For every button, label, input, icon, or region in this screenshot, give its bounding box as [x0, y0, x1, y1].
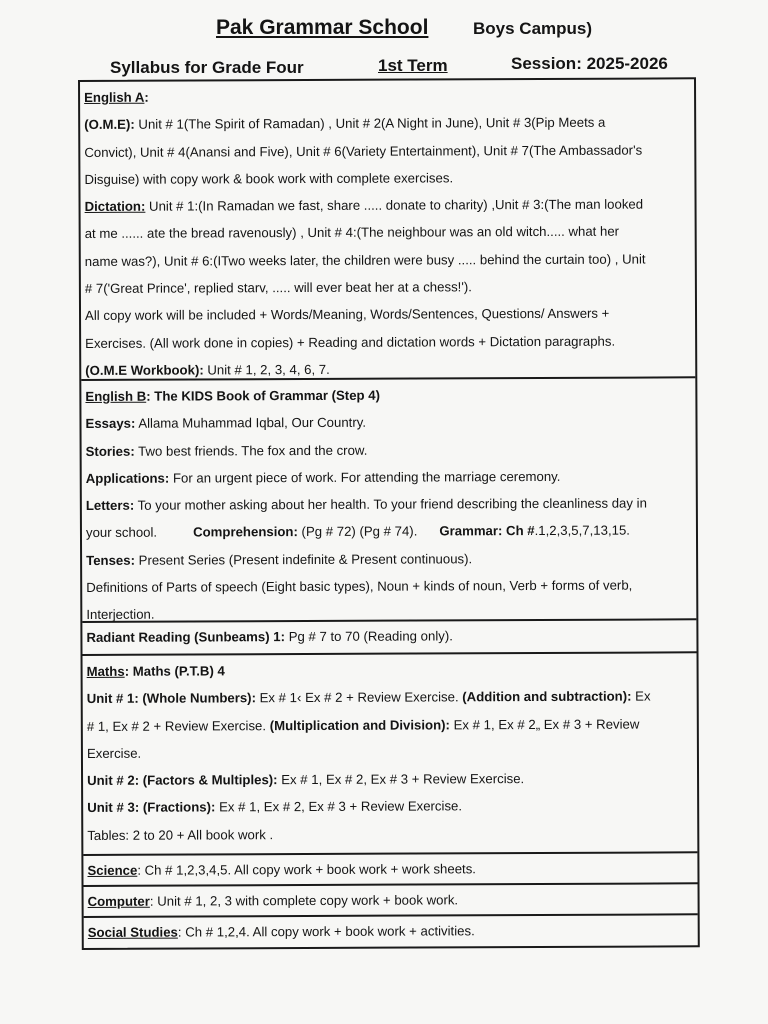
maths-unit1-line-3: Exercise. — [86, 745, 142, 761]
applications-line: Applications: For an urgent piece of work. For attending the marriage ceremony. — [85, 468, 561, 486]
maths-heading: Maths — [86, 663, 125, 679]
section-science: Science: Ch # 1,2,3,4,5. All copy work + book work + work sheets. — [83, 853, 697, 887]
ome-line-1: (O.M.E): Unit # 1(The Spirit of Ramadan) , Unit # 2(A Night in June), Unit # 3(Pip Meets a — [84, 114, 606, 133]
grade-label: Syllabus for Grade Four — [110, 58, 304, 77]
grammar-book-title: The KIDS Book of Grammar (Step 4) — [150, 387, 380, 404]
copy-work-line-1: All copy work will be included + Words/Meaning, Words/Sentences, Questions/ Answers + — [84, 306, 610, 324]
english-b-heading: English B — [85, 388, 147, 404]
dictation-line-1: Dictation: Unit # 1:(In Ramadan we fast, share ..... donate to charity) ,Unit # 3:(The man looked — [84, 196, 644, 215]
english-a-heading-line: English A: — [84, 89, 149, 105]
ome-label: (O.M.E): — [84, 117, 135, 133]
science-heading: Science — [87, 862, 138, 878]
english-a-heading: English A — [84, 89, 145, 105]
section-radiant-reading: Radiant Reading (Sunbeams) 1: Pg # 7 to 70 (Reading only). — [82, 620, 696, 656]
english-b-heading-line: English B: The KIDS Book of Grammar (Step 4) — [85, 387, 380, 404]
social-studies-heading: Social Studies — [87, 924, 178, 940]
copy-work-line-2: Exercises. (All work done in copies) + Reading and dictation words + Dictation paragraphs. — [85, 333, 616, 351]
term-label: 1st Term — [378, 56, 448, 75]
section-english-b — [81, 378, 696, 623]
dictation-line-2: at me ...... ate the bread ravenously) , Unit # 4:(The neighbour was an old witch..... what her — [84, 224, 620, 242]
radiant-label: Radiant Reading (Sunbeams) 1: — [86, 629, 286, 645]
maths-tables-line: Tables: 2 to 20 + All book work . — [87, 826, 274, 843]
syllabus-table — [78, 77, 700, 950]
maths-unit1-line-2: # 1, Ex # 2 + Review Exercise. (Multiplication and Division): Ex # 1, Ex # 2„ Ex # 3 + Review — [86, 716, 640, 734]
dictation-line-3: name was?), Unit # 6:(ITwo weeks later, the children were busy ..... behind the curtain too) , Unit — [84, 251, 646, 269]
tenses-line: Tenses: Present Series (Present indefinite & Present continuous). — [86, 551, 473, 568]
definitions-line-1: Definitions of Parts of speech (Eight basic types), Noun + kinds of noun, Verb + forms of verb, — [86, 577, 633, 596]
workbook-line: (O.M.E Workbook): Unit # 1, 2, 3, 4, 6, 7. — [85, 361, 330, 378]
ome-line-3: Disguise) with copy work & book work with complete exercises. — [84, 170, 454, 187]
section-social-studies: Social Studies: Ch # 1,2,4. All copy work + book work + activities. — [87, 923, 475, 940]
letters-line-2: your school. Comprehension: (Pg # 72) (Pg # 74). Grammar: Ch #.1,2,3,5,7,13,15. — [85, 523, 630, 541]
maths-heading-line: Maths: Maths (P.T.B) 4 — [86, 663, 225, 679]
ome-line-2: Convict), Unit # 4(Anansi and Five), Unit # 6(Variety Entertainment), Unit # 7(The Ambassador's — [84, 142, 643, 160]
letters-line-1: Letters: To your mother asking about her health. To your friend describing the cleanliness day in — [85, 495, 647, 514]
computer-heading: Computer — [87, 893, 150, 909]
maths-unit2-line: Unit # 2: (Factors & Multiples): Ex # 1, Ex # 2, Ex # 3 + Review Exercise. — [87, 771, 525, 789]
maths-unit1-line-1: Unit # 1: (Whole Numbers): Ex # 1‹ Ex # 2 + Review Exercise. (Addition and subtraction): Ex — [86, 688, 651, 707]
campus-label: Boys Campus) — [473, 19, 593, 38]
maths-unit3-line: Unit # 3: (Fractions): Ex # 1, Ex # 2, Ex # 3 + Review Exercise. — [87, 798, 463, 816]
dictation-label: Dictation: — [84, 198, 146, 215]
section-computer: Computer: Unit # 1, 2, 3 with complete copy work + book work. — [84, 884, 698, 918]
definitions-line-2: Interjection. — [86, 607, 155, 623]
dictation-line-4: # 7('Great Prince', replied starv, ..... will ever beat her at a chess!'). — [84, 279, 472, 297]
section-maths — [83, 653, 698, 856]
stories-line: Stories: Two best friends. The fox and the crow. — [85, 442, 368, 459]
school-title: Pak Grammar School — [216, 16, 429, 39]
essays-line: Essays: Allama Muhammad Iqbal, Our Country. — [85, 415, 367, 432]
workbook-label: (O.M.E Workbook): — [85, 362, 204, 378]
section-english-a — [80, 79, 695, 381]
session-label: Session: 2025-2026 — [511, 54, 668, 73]
